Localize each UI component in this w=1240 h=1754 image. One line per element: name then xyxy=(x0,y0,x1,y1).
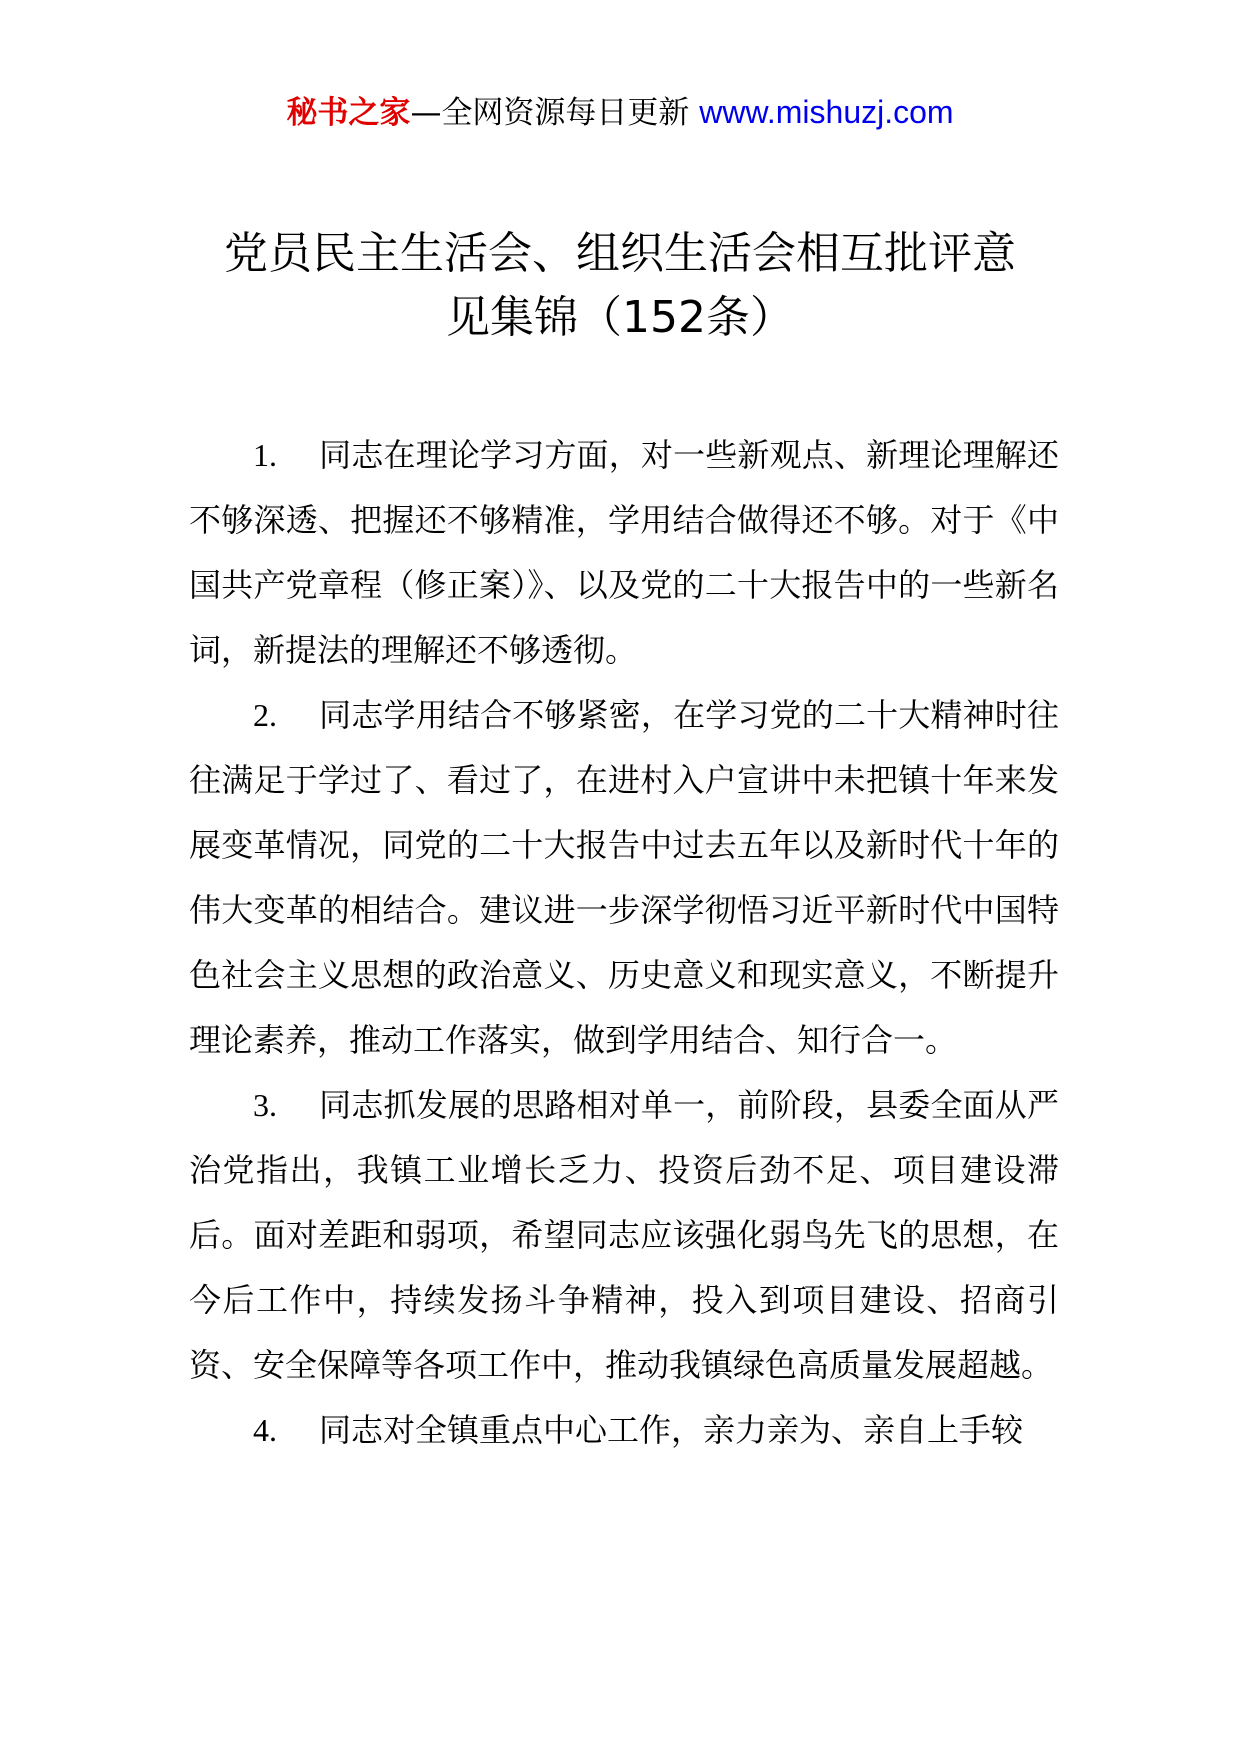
title-line-1: 党员民主生活会、组织生活会相互批评意 xyxy=(224,228,1016,279)
item-text: 同志学用结合不够紧密，在学习党的二十大精神时往往满足于学过了、看过了，在进村入户宣讲中未把镇十年来发展变革情况，同党的二十大报告中过去五年以及新时代十年的伟大变革的相结合。建议进一步深学彻悟习近平新时代中国特色社会主义思想的政治意义、历史意义和现实意义，不断提升理论素养，推动工作落实，做到学用结合、知行合一。 xyxy=(189,696,1059,1059)
document-body xyxy=(189,423,1059,1463)
list-item-2 xyxy=(189,683,1059,1073)
document-title xyxy=(150,222,1090,350)
item-text: 同志在理论学习方面，对一些新观点、新理论理解还不够深透、把握还不够精准，学用结合做得还不够。对于《中国共产党章程（修正案）》、以及党的二十大报告中的一些新名词，新提法的理解还不够透彻。 xyxy=(189,436,1059,669)
item-number: 2. xyxy=(253,697,277,733)
list-item-3 xyxy=(189,1073,1059,1398)
item-number: 4. xyxy=(253,1412,277,1448)
list-item-1 xyxy=(189,423,1059,683)
item-number: 1. xyxy=(253,437,277,473)
brand-name: 秘书之家 xyxy=(286,95,411,131)
title-line-2: 见集锦（152条） xyxy=(446,292,794,343)
item-text: 同志对全镇重点中心工作，亲力亲为、亲自上手较 xyxy=(319,1411,1024,1449)
site-header xyxy=(0,92,1240,133)
list-item-4 xyxy=(189,1398,1059,1463)
item-number: 3. xyxy=(253,1087,277,1123)
site-url-link[interactable]: www.mishuzj.com xyxy=(699,94,954,130)
header-tagline: —全网资源每日更新 xyxy=(410,95,690,131)
item-text: 同志抓发展的思路相对单一，前阶段，县委全面从严治党指出，我镇工业增长乏力、投资后劲不足、项目建设滞后。面对差距和弱项，希望同志应该强化弱鸟先飞的思想，在今后工作中，持续发扬斗争精神，投入到项目建设、招商引资、安全保障等各项工作中，推动我镇绿色高质量发展超越。 xyxy=(189,1086,1059,1384)
